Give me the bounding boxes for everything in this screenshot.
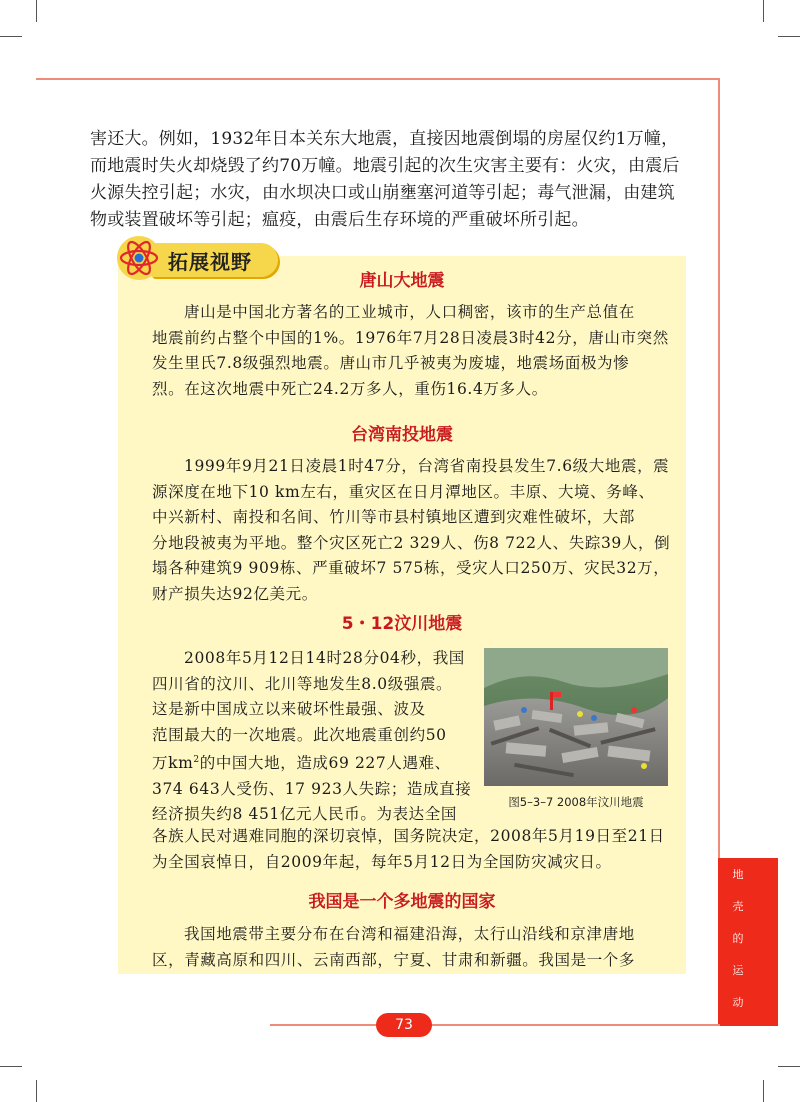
crop-mark bbox=[778, 36, 800, 37]
body-line: 地震前约占整个中国的1%。1976年7月28日凌晨3时42分，唐山市突然 bbox=[152, 328, 669, 347]
side-tab-char: 壳 bbox=[732, 900, 744, 913]
body-line: 唐山是中国北方著名的工业城市，人口稠密，该市的生产总值在 bbox=[184, 303, 635, 321]
body-line: 烈。在这次地震中死亡24.2万多人，重伤16.4万多人。 bbox=[152, 379, 548, 398]
body-line: 四川省的汶川、北川等地发生8.0级强震。 bbox=[152, 674, 453, 693]
section-title-wenchuan: 5・12汶川地震 bbox=[341, 614, 463, 634]
page-frame-right bbox=[718, 78, 720, 858]
section-title-tangshan: 唐山大地震 bbox=[359, 271, 445, 291]
crop-mark bbox=[36, 1080, 37, 1102]
body-line bbox=[152, 748, 472, 777]
intro-line: 而地震时失火却烧毁了约70万幢。地震引起的次生灾害主要有：火灾，由震后 bbox=[90, 156, 680, 176]
body-line: 这是新中国成立以来破坏性最强、波及 bbox=[152, 700, 426, 718]
body-line: 1999年9月21日凌晨1时47分，台湾省南投县发生7.6级大地震，震 bbox=[184, 457, 670, 475]
body-line: 374 643人受伤、17 923人失踪；造成直接 bbox=[152, 779, 472, 798]
footer-line bbox=[270, 1024, 720, 1026]
chapter-side-tab bbox=[718, 858, 778, 1026]
crop-mark bbox=[763, 1080, 764, 1102]
side-tab-char: 动 bbox=[732, 996, 744, 1009]
section-title-china: 我国是一个多地震的国家 bbox=[308, 892, 496, 912]
side-tab-char: 地 bbox=[732, 868, 744, 881]
earthquake-photo-image bbox=[484, 648, 668, 786]
area-unit-sup: 2 bbox=[193, 755, 200, 765]
body-line: 分地段被夷为平地。整个灾区死亡2 329人、伤8 722人、失踪39人，倒 bbox=[152, 533, 671, 552]
intro-paragraph bbox=[90, 126, 700, 234]
body-line: 为全国哀悼日，自2009年起，每年5月12日为全国防灾减灾日。 bbox=[152, 852, 612, 871]
crop-mark bbox=[0, 1066, 22, 1067]
area-unit: 万km bbox=[152, 754, 194, 773]
crop-mark bbox=[0, 36, 22, 37]
section-body-wenchuan-cont bbox=[152, 824, 672, 875]
photo-caption: 图5–3–7 2008年汶川地震 bbox=[508, 795, 644, 809]
intro-line: 物或装置破坏等引起；瘟疫，由震后生存环境的严重破坏所引起。 bbox=[90, 210, 589, 230]
body-line: 范围最大的一次地震。此次地震重创约50 bbox=[152, 725, 447, 744]
badge-label: 拓展视野 bbox=[168, 250, 252, 274]
side-tab-char: 的 bbox=[732, 932, 744, 945]
body-line: 中兴新村、南投和名间、竹川等市县村镇地区遭到灾难性破坏，大部 bbox=[152, 508, 636, 526]
intro-line: 火源失控引起；水灾，由水坝决口或山崩壅塞河道等引起；毒气泄漏，由建筑 bbox=[90, 183, 675, 203]
crop-mark bbox=[36, 0, 37, 22]
page-frame-top bbox=[36, 78, 720, 80]
earthquake-photo bbox=[484, 648, 668, 786]
section-body-wenchuan bbox=[152, 646, 472, 828]
section-body-tangshan bbox=[152, 300, 672, 402]
body-line: 发生里氏7.8级强烈地震。唐山市几乎被夷为废墟，地震场面极为惨 bbox=[152, 354, 630, 372]
intro-line: 害还大。例如，1932年日本关东大地震，直接因地震倒塌的房屋仅约1万幢， bbox=[90, 129, 679, 149]
body-line: 经济损失约8 451亿元人民币。为表达全国 bbox=[152, 805, 457, 824]
section-title-taiwan: 台湾南投地震 bbox=[351, 425, 453, 445]
side-tab-char: 运 bbox=[732, 964, 744, 977]
page-number: 73 bbox=[376, 1013, 432, 1037]
section-body-china bbox=[152, 922, 672, 973]
body-line: 各族人民对遇难同胞的深切哀悼，国务院决定，2008年5月19日至21日 bbox=[152, 827, 665, 845]
body-line: 区，青藏高原和四川、云南西部，宁夏、甘肃和新疆。我国是一个多 bbox=[152, 950, 636, 969]
body-line: 源深度在地下10 km左右，重灾区在日月潭地区。丰原、大境、务峰、 bbox=[152, 482, 655, 501]
body-line: 2008年5月12日14时28分04秒，我国 bbox=[184, 649, 465, 667]
body-line: 财产损失达92亿美元。 bbox=[152, 584, 318, 603]
body-line: 我国地震带主要分布在台湾和福建沿海，太行山沿线和京津唐地 bbox=[184, 925, 635, 943]
crop-mark bbox=[778, 1066, 800, 1067]
body-line: 塌各种建筑9 909栋、严重破坏7 575栋，受灾人口250万、灾民32万， bbox=[152, 559, 670, 577]
crop-mark bbox=[763, 0, 764, 22]
section-body-taiwan bbox=[152, 454, 672, 607]
body-line-rest: 的中国大地，造成69 227人遇难、 bbox=[199, 754, 451, 773]
